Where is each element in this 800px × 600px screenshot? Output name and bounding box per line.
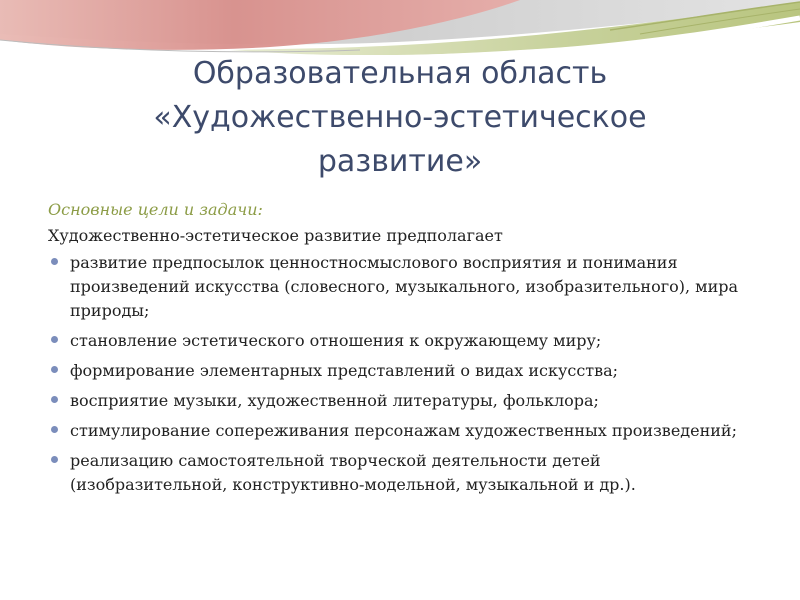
bullet-list	[48, 251, 748, 497]
slide-title	[60, 52, 740, 184]
bullet-dot-icon	[51, 336, 58, 343]
bullet-text: развитие предпосылок ценностносмыслового восприятия и понимания произведений искусства (словесного, музыкального, изобразительного), мира природы;	[70, 253, 739, 320]
bullet-item	[48, 449, 748, 497]
bullet-text: формирование элементарных представлений о видах искусства;	[70, 361, 619, 380]
goals-subtitle: Основные цели и задачи:	[48, 200, 263, 219]
bullet-text: становление эстетического отношения к окружающему миру;	[70, 331, 602, 350]
bullet-item	[48, 419, 748, 443]
slide-title-line-2: «Художественно-эстетическое	[153, 100, 647, 135]
bullet-dot-icon	[51, 258, 58, 265]
slide-title-line-1: Образовательная область	[192, 56, 608, 91]
bullet-item	[48, 251, 748, 323]
bullet-dot-icon	[51, 426, 58, 433]
bullet-item	[48, 329, 748, 353]
bullet-text: восприятие музыки, художественной литературы, фольклора;	[70, 391, 599, 410]
bullet-text: стимулирование сопереживания персонажам художественных произведений;	[70, 421, 737, 440]
bullet-dot-icon	[51, 456, 58, 463]
bullet-item	[48, 389, 748, 413]
slide-content	[48, 198, 748, 503]
bullet-dot-icon	[51, 366, 58, 373]
bullet-text: реализацию самостоятельной творческой деятельности детей (изобразительной, конструктивно-модельной, музыкальной и др.).	[70, 451, 636, 494]
bullet-dot-icon	[51, 396, 58, 403]
slide-title-line-3: развитие»	[317, 144, 483, 179]
intro-text: Художественно-эстетическое развитие предполагает	[48, 226, 503, 245]
bullet-item	[48, 359, 748, 383]
